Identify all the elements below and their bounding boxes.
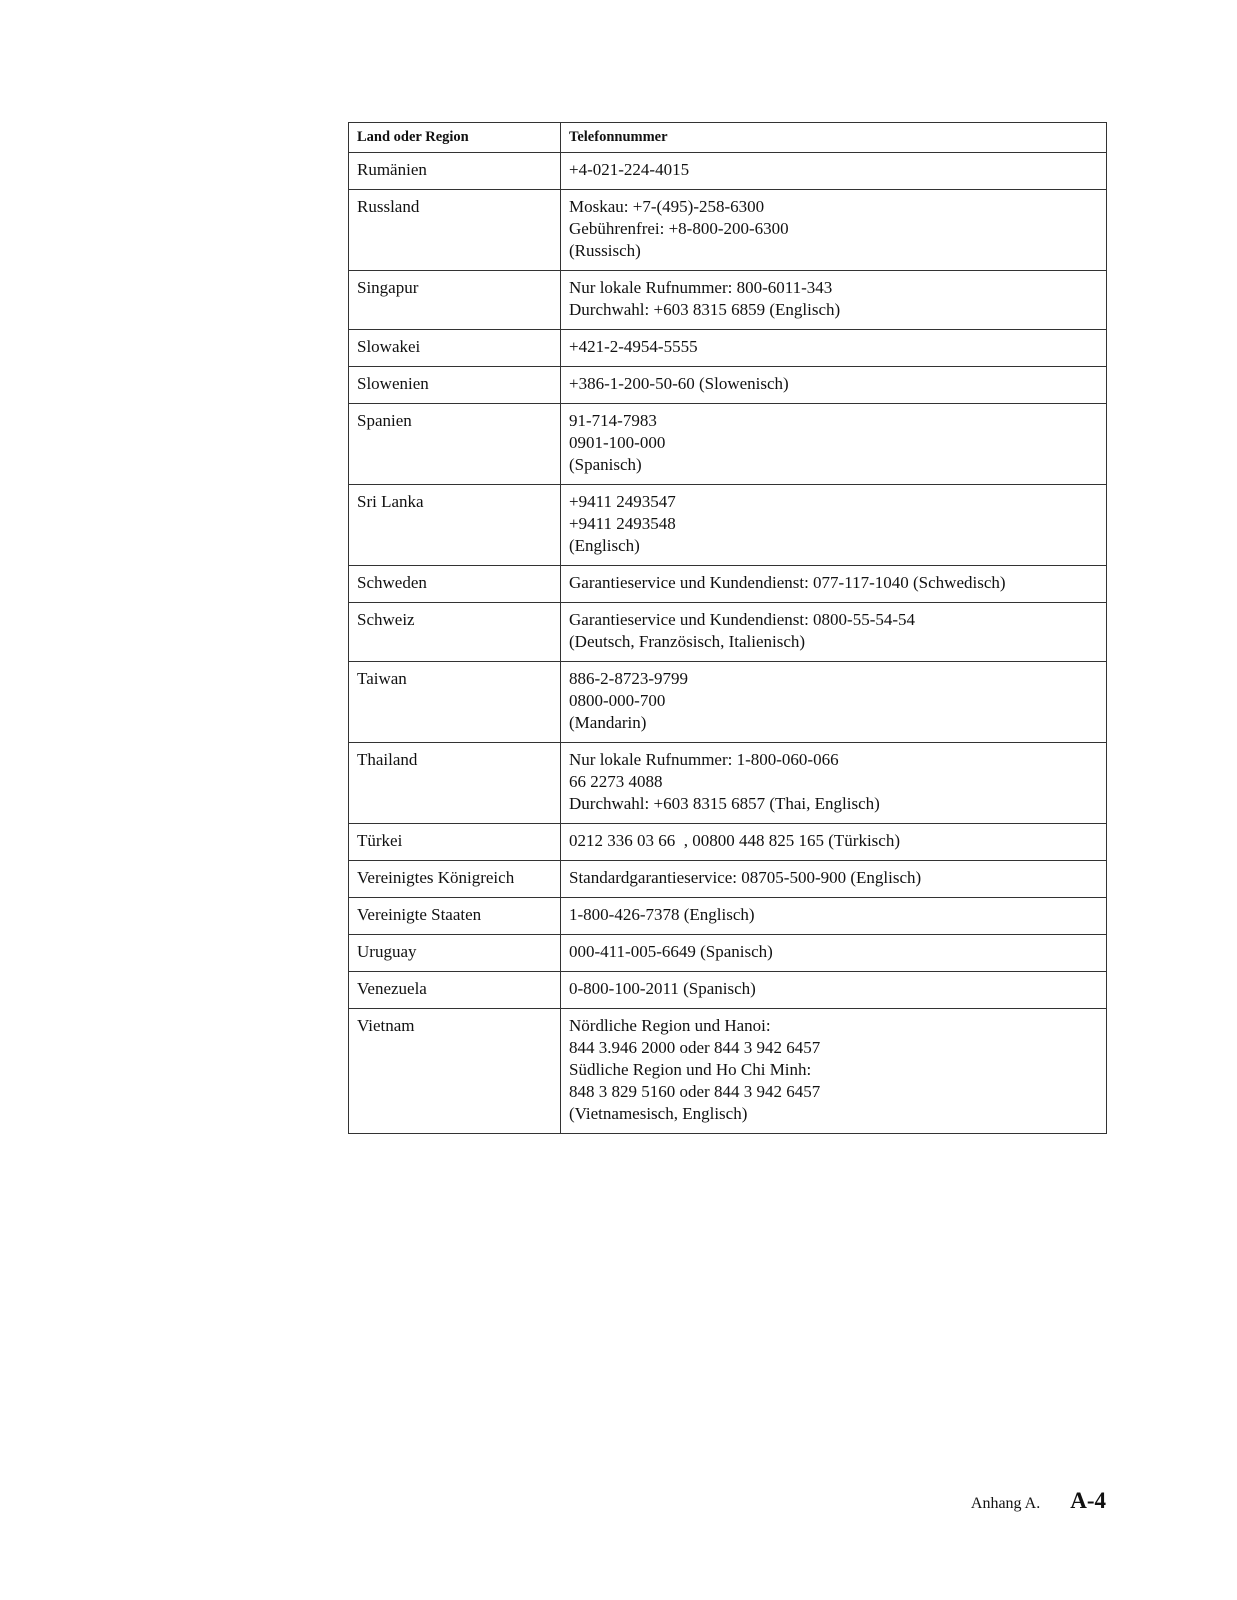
phone-line: +4-021-224-4015 [569,160,690,179]
table-row [349,404,1107,485]
phone-cell [561,743,1107,824]
phone-cell [561,603,1107,662]
table-row [349,898,1107,935]
phone-cell [561,190,1107,271]
table-row [349,271,1107,330]
table-row [349,367,1107,404]
phone-line: +9411 2493548 [569,514,676,533]
phone-line: Südliche Region und Ho Chi Minh: [569,1060,812,1079]
country-cell: Slowenien [349,367,561,404]
country-cell: Türkei [349,824,561,861]
phone-line: (Mandarin) [569,713,647,732]
phone-line: +421-2-4954-5555 [569,337,698,356]
phone-line: (Deutsch, Französisch, Italienisch) [569,632,806,651]
table-row [349,603,1107,662]
country-cell: Russland [349,190,561,271]
phone-line: Garantieservice und Kundendienst: 077-117-1040 (Schwedisch) [569,573,1006,592]
phone-line: 1-800-426-7378 (Englisch) [569,905,755,924]
country-cell: Schweiz [349,603,561,662]
column-header-phone: Telefonnummer [561,123,1107,153]
phone-cell [561,972,1107,1009]
phone-line: 0800-000-700 [569,691,666,710]
phone-cell [561,935,1107,972]
phone-cell [561,404,1107,485]
phone-line: (Spanisch) [569,455,642,474]
table-row [349,972,1107,1009]
page-footer [971,1488,1106,1514]
phone-cell [561,153,1107,190]
phone-cell [561,662,1107,743]
table-row [349,566,1107,603]
country-cell: Thailand [349,743,561,824]
table-row [349,662,1107,743]
phone-line: 848 3 829 5160 oder 844 3 942 6457 [569,1082,821,1101]
contact-table [348,122,1107,1134]
appendix-label: Anhang A. [970,1495,1041,1512]
phone-line: Durchwahl: +603 8315 6857 (Thai, Englisch) [569,794,880,813]
phone-cell [561,485,1107,566]
phone-cell [561,566,1107,603]
page-number: A-4 [1070,1488,1106,1513]
table-row [349,743,1107,824]
country-cell: Vereinigte Staaten [349,898,561,935]
table-row [349,861,1107,898]
table-row [349,935,1107,972]
phone-line: 0212 336 03 66 , 00800 448 825 165 (Türkisch) [569,831,901,850]
phone-line: 66 2273 4088 [569,772,663,791]
phone-cell [561,861,1107,898]
table-row [349,485,1107,566]
phone-line: 000-411-005-6649 (Spanisch) [569,942,773,961]
table-header-row [349,123,1107,153]
phone-cell [561,898,1107,935]
phone-line: (Russisch) [569,241,641,260]
country-cell: Spanien [349,404,561,485]
country-cell: Uruguay [349,935,561,972]
country-cell: Taiwan [349,662,561,743]
phone-line: +386-1-200-50-60 (Slowenisch) [569,374,789,393]
phone-line: Nur lokale Rufnummer: 800-6011-343 [569,278,833,297]
country-cell: Singapur [349,271,561,330]
country-cell: Venezuela [349,972,561,1009]
table-row [349,824,1107,861]
phone-line: Nördliche Region und Hanoi: [569,1016,771,1035]
table-row [349,1009,1107,1134]
phone-line: 0901-100-000 [569,433,666,452]
phone-cell [561,367,1107,404]
phone-line: Moskau: +7-(495)-258-6300 [569,197,765,216]
table-row [349,330,1107,367]
country-cell: Sri Lanka [349,485,561,566]
phone-cell [561,271,1107,330]
phone-line: Durchwahl: +603 8315 6859 (Englisch) [569,300,841,319]
phone-line: Nur lokale Rufnummer: 1-800-060-066 [569,750,839,769]
country-cell: Schweden [349,566,561,603]
country-cell: Vereinigtes Königreich [349,861,561,898]
phone-line: (Englisch) [569,536,640,555]
phone-line: Gebührenfrei: +8-800-200-6300 [569,219,789,238]
phone-line: 886-2-8723-9799 [569,669,688,688]
country-cell: Vietnam [349,1009,561,1134]
table-row [349,190,1107,271]
table-row [349,153,1107,190]
country-cell: Slowakei [349,330,561,367]
column-header-country: Land oder Region [349,123,561,153]
phone-line: +9411 2493547 [569,492,676,511]
phone-line: Garantieservice und Kundendienst: 0800-55-54-54 [569,610,916,629]
phone-line: 844 3.946 2000 oder 844 3 942 6457 [569,1038,821,1057]
phone-cell [561,824,1107,861]
phone-line: Standardgarantieservice: 08705-500-900 (Englisch) [569,868,922,887]
phone-cell [561,1009,1107,1134]
phone-line: (Vietnamesisch, Englisch) [569,1104,748,1123]
country-cell: Rumänien [349,153,561,190]
phone-line: 0-800-100-2011 (Spanisch) [569,979,756,998]
phone-cell [561,330,1107,367]
phone-line: 91-714-7983 [569,411,657,430]
table-body [349,153,1107,1134]
